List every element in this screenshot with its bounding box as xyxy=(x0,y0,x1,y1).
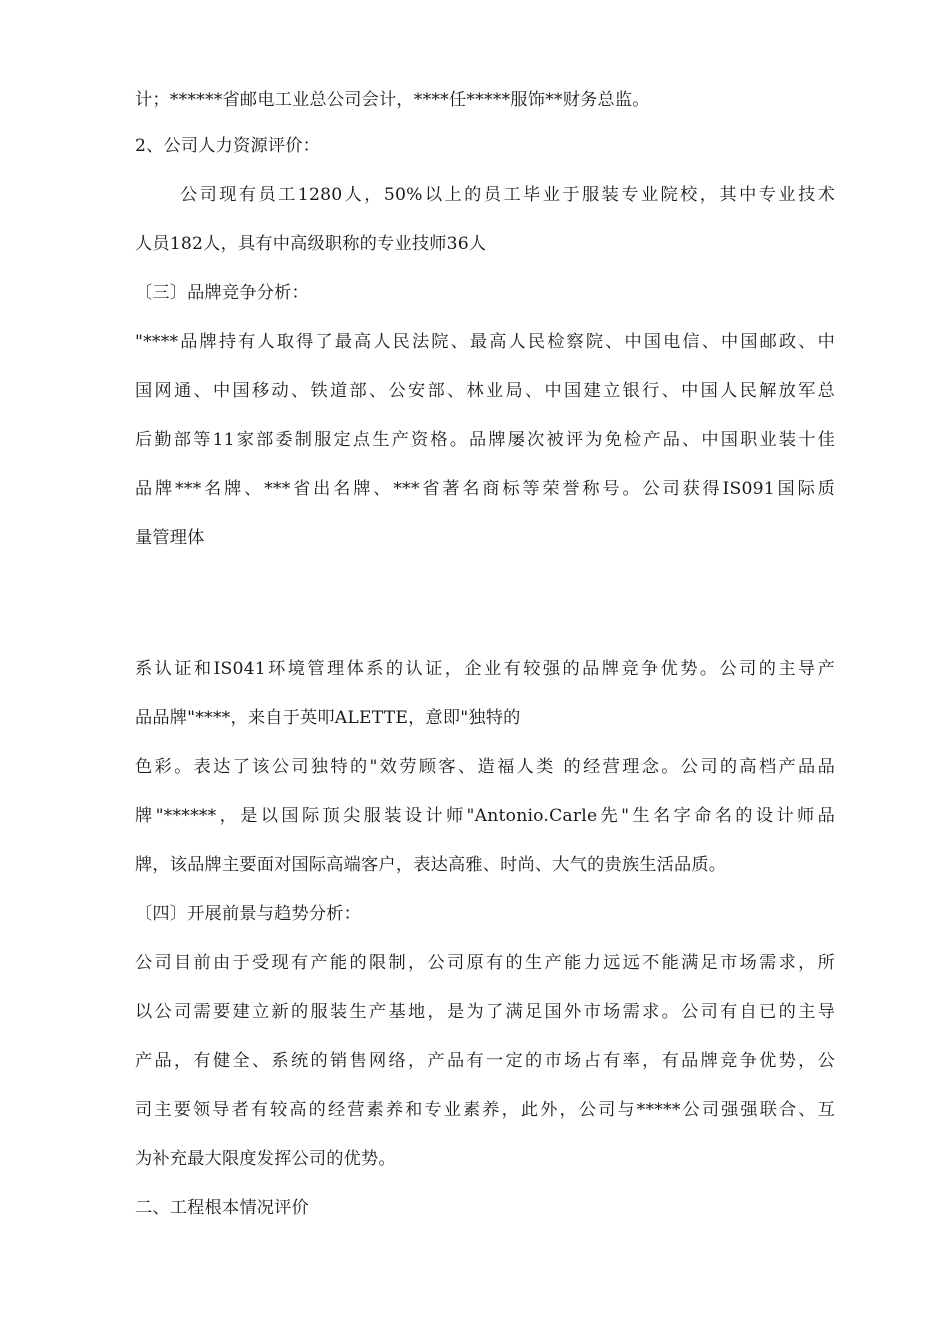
text-line-12: 品品牌"****，来自于英叩ALETTE，意即"独特的 xyxy=(135,708,521,728)
text-line-7: 国网通、中国移动、铁道部、公安部、林业局、中国建立银行、中国人民解放军总 xyxy=(135,381,835,401)
text-line-6: "****品牌持有人取得了最高人民法院、最高人民检察院、中国电信、中国邮政、中 xyxy=(135,332,835,352)
text-line-4: 人员182人，具有中高级职称的专业技师36人 xyxy=(135,234,487,254)
text-line-14: 牌"******，是以国际顶尖服装设计师"Antonio.Carle先"生名字命名的设计师品 xyxy=(135,806,835,826)
text-line-15: 牌，该品牌主要面对国际高端客户，表达高雅、时尚、大气的贵族生活品质。 xyxy=(135,855,727,875)
text-line-19: 产品，有健全、系统的销售网络，产品有一定的市场占有率，有品牌竞争优势，公 xyxy=(135,1051,835,1071)
text-line-10: 量管理体 xyxy=(135,528,205,548)
section-heading-project-evaluation: 二、工程根本情况评价 xyxy=(135,1198,309,1218)
text-line-17: 公司目前由于受现有产能的限制，公司原有的生产能力远远不能满足市场需求，所 xyxy=(135,953,835,973)
text-line-3: 公司现有员工1280人，50%以上的员工毕业于服装专业院校，其中专业技术 xyxy=(180,185,835,205)
section-heading-brand-competition: 〔三〕品牌竞争分析： xyxy=(135,283,309,303)
text-line-18: 以公司需要建立新的服装生产基地，是为了满足国外市场需求。公司有自已的主导 xyxy=(135,1002,835,1022)
text-line-1: 计；******省邮电工业总公司会计，****任*****服饰**财务总监。 xyxy=(135,90,650,110)
text-line-11: 系认证和IS041环境管理体系的认证，企业有较强的品牌竞争优势。公司的主导产 xyxy=(135,659,835,679)
text-line-13: 色彩。表达了该公司独特的"效劳顾客、造福人类 的经营理念。公司的高档产品品 xyxy=(135,757,835,777)
text-line-20: 司主要领导者有较高的经营素养和专业素养，此外，公司与*****公司强强联合、互 xyxy=(135,1100,835,1120)
section-heading-prospects: 〔四〕开展前景与趋势分析： xyxy=(135,904,362,924)
text-line-9: 品牌***名牌、***省出名牌、***省著名商标等荣誉称号。公司获得IS091国际质 xyxy=(135,479,835,499)
text-line-8: 后勤部等11家部委制服定点生产资格。品牌屡次被评为免检产品、中国职业装十佳 xyxy=(135,430,835,450)
text-line-21: 为补充最大限度发挥公司的优势。 xyxy=(135,1149,396,1169)
section-heading-hr-evaluation: 2、公司人力资源评价： xyxy=(135,136,321,156)
